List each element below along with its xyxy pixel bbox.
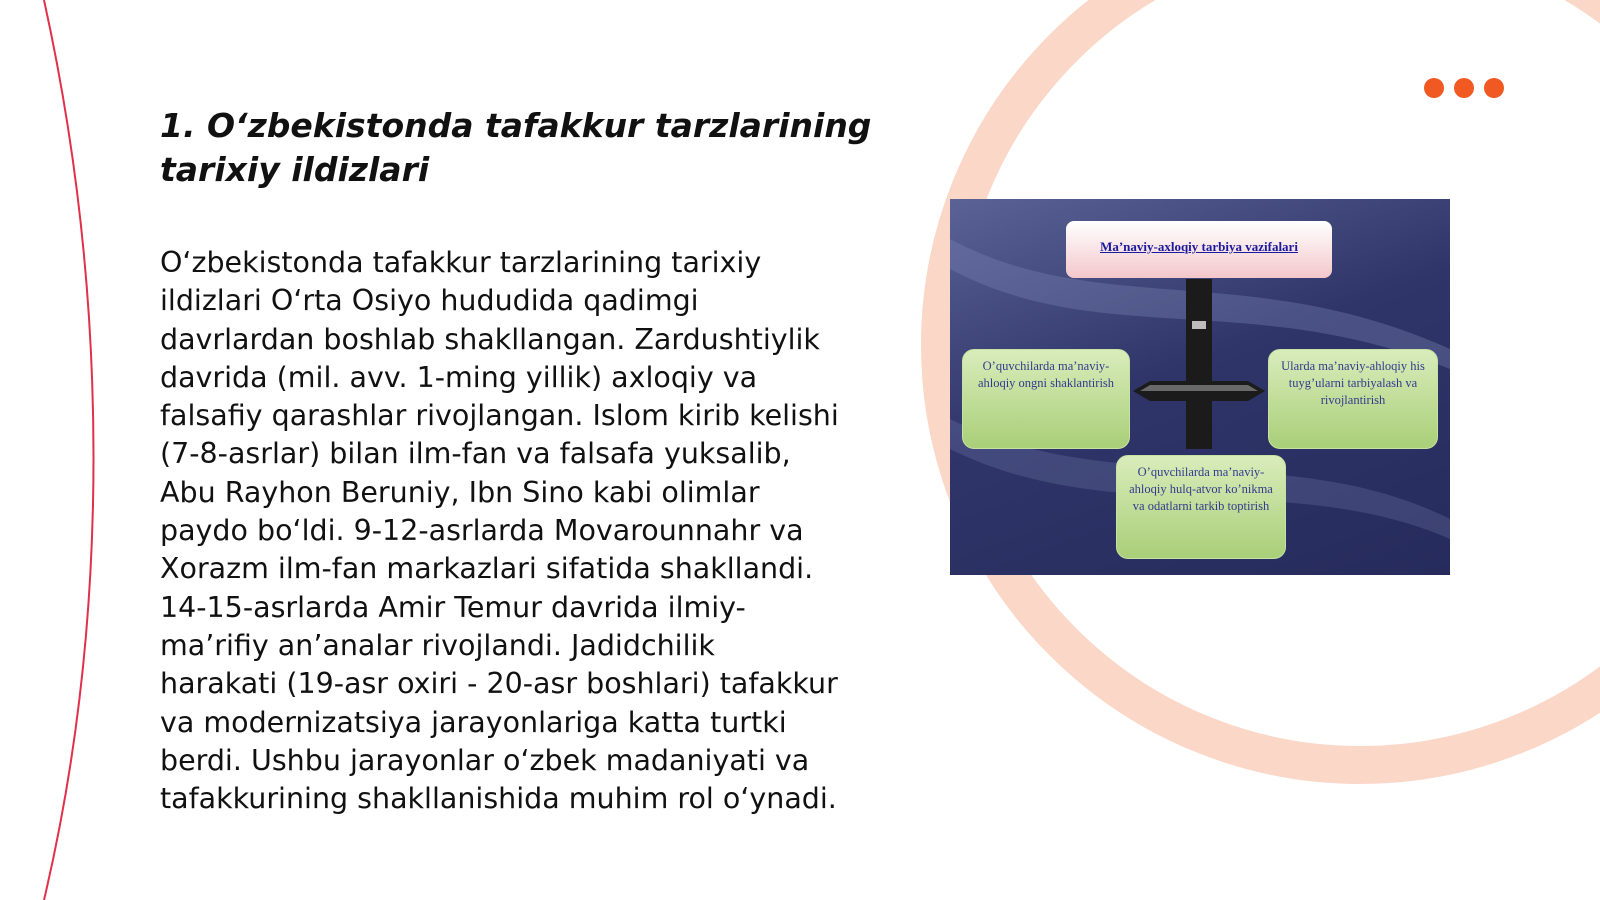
dot-icon — [1454, 78, 1474, 98]
diagram-image — [950, 199, 1450, 575]
menu-dots — [1424, 78, 1504, 98]
diagram-right-box: Ularda ma’naviy-ahloqiy his tuyg’ularni tarbiyalash va rivojlantirish — [1268, 349, 1438, 449]
diagram-title-box: Ma’naviy-axloqiy tarbiya vazifalari — [1066, 221, 1332, 278]
left-red-curve — [44, 0, 94, 900]
diagram-bottom-box: O’quvchilarda ma’naviy-ahloqiy hulq-atvor ko’nikma va odatlarni tarkib toptirish — [1116, 455, 1286, 559]
dot-icon — [1484, 78, 1504, 98]
dot-icon — [1424, 78, 1444, 98]
slide-title: 1. O‘zbekistonda tafakkur tarzlarining tarixiy ildizlari — [160, 106, 872, 189]
connector-vertical — [1186, 279, 1212, 449]
diagram-left-box: O’quvchilarda ma’naviy-ahloqiy ongni shaklantirish — [962, 349, 1130, 449]
slide-body-text: O‘zbekistonda tafakkur tarzlarining tarixiy ildizlari O‘rta Osiyo hududida qadimgi davrlardan boshlab shakllangan. Zardushtiylik davrida (mil. avv. 1-ming yillik) axloqiy va falsafiy qarashlar rivojlangan. Islom kirib kelishi (7-8-asrlar) bilan ilm-fan va falsafa yuksalib, Abu Rayhon Beruniy, Ibn Sino kabi olimlar paydo bo‘ldi. 9-12-asrlarda Movarounnahr va Xorazm ilm-fan markazlari sifatida shakllandi. 14-15-asrlarda Amir Temur davrida ilmiy-ma’rifiy an’analar rivojlandi. Jadidchilik harakati (19-asr oxiri - 20-asr boshlari) tafakkur va modernizatsiya jarayonlariga katta turtki berdi. Ushbu jarayonlar o‘zbek madaniyati va tafakkurining shakllanishida muhim rol o‘ynadi. — [160, 246, 839, 816]
